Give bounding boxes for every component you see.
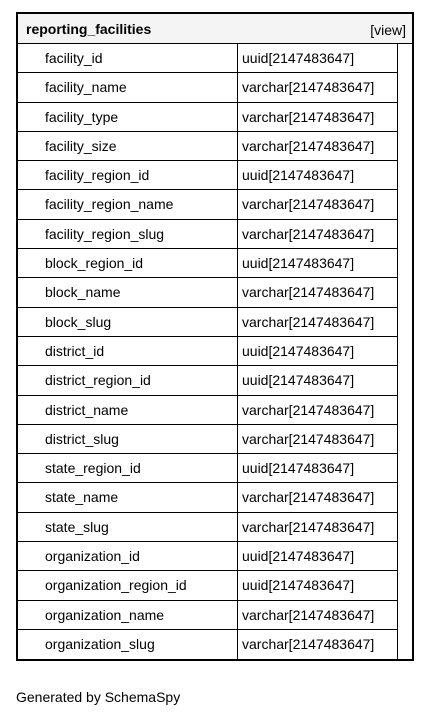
column-name: district_region_id	[18, 366, 238, 395]
column-row	[18, 103, 412, 132]
column-name: facility_region_id	[18, 161, 238, 190]
column-name: state_slug	[18, 513, 238, 542]
column-type: varchar[2147483647]	[238, 601, 398, 630]
column-row	[18, 161, 412, 190]
column-name: facility_type	[18, 103, 238, 132]
column-name: organization_slug	[18, 630, 238, 659]
column-row	[18, 132, 412, 161]
column-type: uuid[2147483647]	[238, 161, 398, 190]
column-name: block_slug	[18, 308, 238, 337]
column-type: varchar[2147483647]	[238, 396, 398, 425]
column-type: varchar[2147483647]	[238, 220, 398, 249]
column-name: district_slug	[18, 425, 238, 454]
column-row	[18, 366, 412, 395]
entity-table-reporting-facilities	[16, 12, 414, 661]
column-type: varchar[2147483647]	[238, 513, 398, 542]
column-row	[18, 396, 412, 425]
column-name: district_name	[18, 396, 238, 425]
entity-header	[18, 14, 412, 44]
column-type: uuid[2147483647]	[238, 542, 398, 571]
column-row	[18, 278, 412, 307]
column-type: uuid[2147483647]	[238, 44, 398, 73]
table-type-label: [view]	[370, 22, 406, 38]
column-type: varchar[2147483647]	[238, 425, 398, 454]
column-type: varchar[2147483647]	[238, 132, 398, 161]
column-row	[18, 601, 412, 630]
column-name: organization_name	[18, 601, 238, 630]
column-row	[18, 220, 412, 249]
column-name: facility_size	[18, 132, 238, 161]
column-list	[18, 44, 412, 659]
column-row	[18, 425, 412, 454]
column-name: facility_name	[18, 73, 238, 102]
column-row	[18, 630, 412, 659]
column-name: facility_id	[18, 44, 238, 73]
column-type: varchar[2147483647]	[238, 630, 398, 659]
column-row	[18, 483, 412, 512]
column-type: uuid[2147483647]	[238, 249, 398, 278]
column-row	[18, 44, 412, 73]
column-type: uuid[2147483647]	[238, 366, 398, 395]
column-name: district_id	[18, 337, 238, 366]
column-name: organization_id	[18, 542, 238, 571]
column-name: state_region_id	[18, 454, 238, 483]
column-row	[18, 308, 412, 337]
column-name: block_region_id	[18, 249, 238, 278]
footer-generated-by: Generated by SchemaSpy	[16, 689, 181, 705]
column-type: varchar[2147483647]	[238, 190, 398, 219]
column-name: block_name	[18, 278, 238, 307]
column-row	[18, 190, 412, 219]
column-type: varchar[2147483647]	[238, 278, 398, 307]
column-name: facility_region_slug	[18, 220, 238, 249]
column-name: organization_region_id	[18, 571, 238, 600]
column-type: uuid[2147483647]	[238, 337, 398, 366]
column-row	[18, 571, 412, 600]
column-name: state_name	[18, 483, 238, 512]
column-row	[18, 73, 412, 102]
column-row	[18, 513, 412, 542]
column-row	[18, 542, 412, 571]
column-type: varchar[2147483647]	[238, 73, 398, 102]
column-row	[18, 337, 412, 366]
column-type: uuid[2147483647]	[238, 454, 398, 483]
column-type: varchar[2147483647]	[238, 308, 398, 337]
column-type: varchar[2147483647]	[238, 483, 398, 512]
relationship-gutter	[398, 44, 412, 659]
column-row	[18, 454, 412, 483]
column-name: facility_region_name	[18, 190, 238, 219]
table-name: reporting_facilities	[26, 21, 152, 37]
column-type: uuid[2147483647]	[238, 571, 398, 600]
column-row	[18, 249, 412, 278]
column-type: varchar[2147483647]	[238, 103, 398, 132]
